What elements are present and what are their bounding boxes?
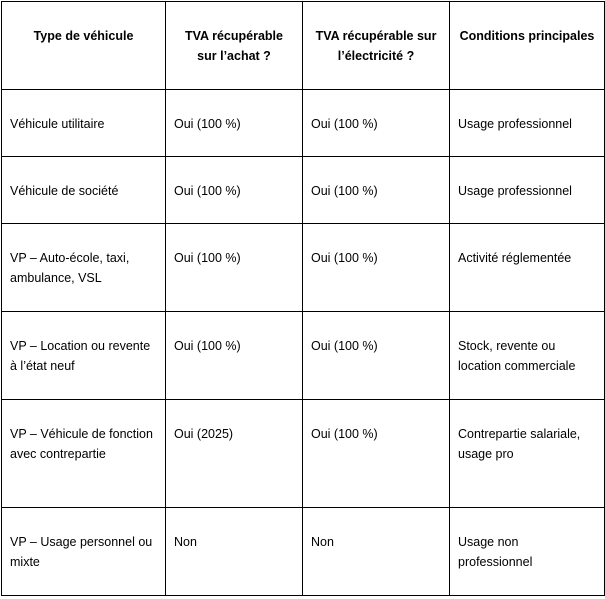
cell-vat-electricity: Non [303,508,450,596]
cell-conditions: Activité réglementée [450,224,605,312]
cell-conditions: Usage professionnel [450,157,605,224]
cell-conditions: Stock, revente ou location commerciale [450,312,605,400]
cell-vehicle-type: Véhicule utilitaire [2,90,166,157]
table-row [2,312,605,400]
cell-vat-electricity: Oui (100 %) [303,400,450,508]
cell-vehicle-type: Véhicule de société [2,157,166,224]
table-row [2,224,605,312]
cell-vehicle-type: VP – Auto-école, taxi, ambulance, VSL [2,224,166,312]
cell-vat-electricity: Oui (100 %) [303,224,450,312]
cell-vat-purchase: Oui (100 %) [166,157,303,224]
cell-vehicle-type: VP – Location ou revente à l’état neuf [2,312,166,400]
cell-vehicle-type: VP – Usage personnel ou mixte [2,508,166,596]
table-row [2,508,605,596]
cell-vat-purchase: Oui (100 %) [166,224,303,312]
cell-vat-purchase: Oui (100 %) [166,312,303,400]
cell-vat-electricity: Oui (100 %) [303,157,450,224]
cell-conditions: Contrepartie salariale, usage pro [450,400,605,508]
cell-vat-electricity: Oui (100 %) [303,90,450,157]
cell-conditions: Usage non professionnel [450,508,605,596]
header-vat-purchase: TVA récupérable sur l’achat ? [166,2,303,90]
cell-vat-electricity: Oui (100 %) [303,312,450,400]
cell-vat-purchase: Oui (2025) [166,400,303,508]
table-row [2,400,605,508]
cell-vat-purchase: Oui (100 %) [166,90,303,157]
header-vehicle-type: Type de véhicule [2,2,166,90]
table-row [2,157,605,224]
table-row [2,90,605,157]
table-header-row [2,2,605,90]
header-main-conditions: Conditions principales [450,2,605,90]
cell-vehicle-type: VP – Véhicule de fonction avec contrepartie [2,400,166,508]
cell-vat-purchase: Non [166,508,303,596]
header-vat-electricity: TVA récupérable sur l’électricité ? [303,2,450,90]
vat-recovery-table [1,1,605,596]
cell-conditions: Usage professionnel [450,90,605,157]
